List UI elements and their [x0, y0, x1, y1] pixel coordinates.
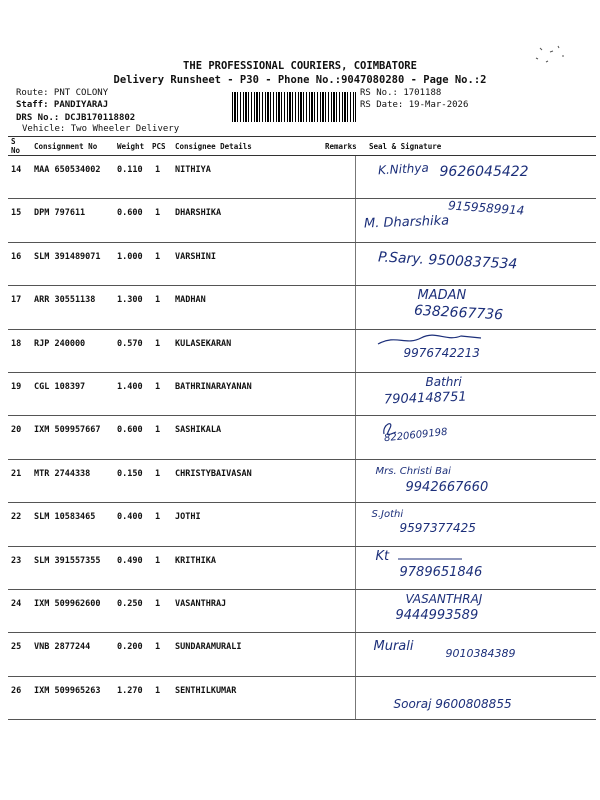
consignee: MADHAN [172, 286, 322, 329]
pcs: 1 [152, 633, 172, 676]
weight: 0.250 [114, 589, 152, 632]
consignee: VARSHINI [172, 242, 322, 285]
vehicle-label: Vehicle: Two Wheeler Delivery [22, 124, 180, 134]
rs-number: RS No.: 1701188 [360, 88, 442, 98]
table-row [8, 676, 596, 719]
col-remarks: Remarks [322, 137, 355, 156]
signature-cell [355, 286, 596, 329]
remarks [322, 459, 355, 502]
pcs: 1 [152, 416, 172, 459]
consignee: BATHRINARAYANAN [172, 372, 322, 415]
consignment-no: DPM 797611 [31, 199, 114, 242]
col-weight: Weight [114, 137, 152, 156]
pcs: 1 [152, 676, 172, 719]
table-row [8, 329, 596, 372]
signature-phone: 9976742213 [403, 345, 480, 360]
signature-name: M. Dharshika [363, 213, 449, 232]
sno: 24 [8, 589, 31, 632]
table-row [8, 416, 596, 459]
consignee: VASANTHRAJ [172, 589, 322, 632]
pcs: 1 [152, 546, 172, 589]
weight: 1.400 [114, 372, 152, 415]
drs-label: DRS No.: DCJB170118802 [16, 113, 136, 123]
table-row [8, 156, 596, 199]
weight: 0.600 [114, 199, 152, 242]
consignment-no: MTR 2744338 [31, 459, 114, 502]
signature-name: Kt [375, 548, 390, 564]
consignee: NITHIYA [172, 156, 322, 199]
pcs: 1 [152, 242, 172, 285]
consignment-no: IXM 509962600 [31, 589, 114, 632]
pcs: 1 [152, 589, 172, 632]
staff-label: Staff: PANDIYARAJ [16, 100, 109, 110]
remarks [322, 589, 355, 632]
weight: 1.270 [114, 676, 152, 719]
sno: 17 [8, 286, 31, 329]
signature-phone: 9010384389 [445, 647, 516, 661]
col-signature: Seal & Signature [355, 137, 596, 156]
runsheet-table [8, 136, 596, 720]
signature-cell [355, 633, 596, 676]
consignee: KRITHIKA [172, 546, 322, 589]
pcs: 1 [152, 372, 172, 415]
consignment-no: SLM 10583465 [31, 503, 114, 546]
weight: 0.110 [114, 156, 152, 199]
remarks [322, 633, 355, 676]
table-row [8, 589, 596, 632]
consignment-no: IXM 509965263 [31, 676, 114, 719]
consignment-no: ARR 30551138 [31, 286, 114, 329]
signature-name: Bathri [425, 374, 462, 389]
signature-phone: 9159589914 [447, 198, 525, 219]
signature-name: S.Jothi [371, 509, 404, 521]
consignee: DHARSHIKA [172, 199, 322, 242]
pcs: 1 [152, 286, 172, 329]
company-title: THE PROFESSIONAL COURIERS, COIMBATORE [183, 60, 417, 72]
table-row [8, 546, 596, 589]
signature-phone: 7904148751 [383, 389, 467, 408]
consignee: KULASEKARAN [172, 329, 322, 372]
remarks [322, 676, 355, 719]
runsheet-title: Delivery Runsheet - P30 - Phone No.:9047080280 - Page No.:2 [113, 74, 487, 86]
signature-name: MADAN [417, 288, 467, 304]
weight: 0.570 [114, 329, 152, 372]
signature-cell [355, 242, 596, 285]
weight: 0.200 [114, 633, 152, 676]
table-row [8, 286, 596, 329]
remarks [322, 199, 355, 242]
signature-text: Sooraj 9600808855 [393, 696, 512, 711]
table-row [8, 459, 596, 502]
signature-scribble [396, 551, 466, 563]
remarks [322, 372, 355, 415]
table-row [8, 633, 596, 676]
consignee: JOTHI [172, 503, 322, 546]
signature-cell [355, 459, 596, 502]
signature-cell [355, 416, 596, 459]
sno: 21 [8, 459, 31, 502]
remarks [322, 546, 355, 589]
table-row [8, 242, 596, 285]
signature-cell [355, 589, 596, 632]
consignment-no: SLM 391557355 [31, 546, 114, 589]
weight: 0.150 [114, 459, 152, 502]
consignment-no: VNB 2877244 [31, 633, 114, 676]
signature-phone: 6382667736 [413, 302, 503, 324]
signature-phone: 9942667660 [405, 479, 489, 495]
sno: 15 [8, 199, 31, 242]
signature-cell [355, 156, 596, 199]
consignee: SENTHILKUMAR [172, 676, 322, 719]
table-row [8, 199, 596, 242]
remarks [322, 286, 355, 329]
barcode-image [232, 92, 356, 122]
signature-cell [355, 503, 596, 546]
signature-phone: 8220609198 [383, 427, 448, 445]
consignee: CHRISTYBAIVASAN [172, 459, 322, 502]
col-sno: S No [8, 137, 31, 156]
sno: 25 [8, 633, 31, 676]
weight: 1.000 [114, 242, 152, 285]
sno: 19 [8, 372, 31, 415]
signature-name: Murali [373, 639, 414, 655]
remarks [322, 156, 355, 199]
consignee: SASHIKALA [172, 416, 322, 459]
consignment-no: RJP 240000 [31, 329, 114, 372]
sno: 26 [8, 676, 31, 719]
table-header-row [8, 137, 596, 156]
col-consignment: Consignment No [31, 137, 114, 156]
signature-phone: 9789651846 [399, 564, 483, 580]
route-label: Route: PNT COLONY [16, 88, 109, 98]
table-row [8, 503, 596, 546]
col-consignee: Consignee Details [172, 137, 322, 156]
rs-date: RS Date: 19-Mar-2026 [360, 100, 469, 110]
weight: 1.300 [114, 286, 152, 329]
consignment-no: MAA 650534002 [31, 156, 114, 199]
signature-cell [355, 546, 596, 589]
pcs: 1 [152, 503, 172, 546]
sno: 20 [8, 416, 31, 459]
col-pcs: PCS [152, 137, 172, 156]
pcs: 1 [152, 199, 172, 242]
remarks [322, 416, 355, 459]
sno: 22 [8, 503, 31, 546]
signature-phone: 9626045422 [439, 164, 529, 180]
consignment-no: SLM 391489071 [31, 242, 114, 285]
signature-cell [355, 329, 596, 372]
signature-name: K.Nithya [377, 160, 429, 178]
sno: 16 [8, 242, 31, 285]
signature-cell [355, 372, 596, 415]
remarks [322, 242, 355, 285]
remarks [322, 503, 355, 546]
consignee: SUNDARAMURALI [172, 633, 322, 676]
signature-phone: 9444993589 [395, 607, 479, 623]
weight: 0.400 [114, 503, 152, 546]
pcs: 1 [152, 329, 172, 372]
weight: 0.600 [114, 416, 152, 459]
signature-text: P.Sary. 9500837534 [377, 249, 518, 273]
signature-phone: 9597377425 [399, 521, 476, 536]
signature-name: Mrs. Christi Bai [375, 465, 451, 477]
weight: 0.490 [114, 546, 152, 589]
signature-cell [355, 676, 596, 719]
sno: 18 [8, 329, 31, 372]
consignment-no: IXM 509957667 [31, 416, 114, 459]
remarks [322, 329, 355, 372]
table-row [8, 372, 596, 415]
sno: 23 [8, 546, 31, 589]
signature-cell [355, 199, 596, 242]
pcs: 1 [152, 156, 172, 199]
consignment-no: CGL 108397 [31, 372, 114, 415]
pcs: 1 [152, 459, 172, 502]
signature-name: VASANTHRAJ [405, 591, 483, 606]
sno: 14 [8, 156, 31, 199]
